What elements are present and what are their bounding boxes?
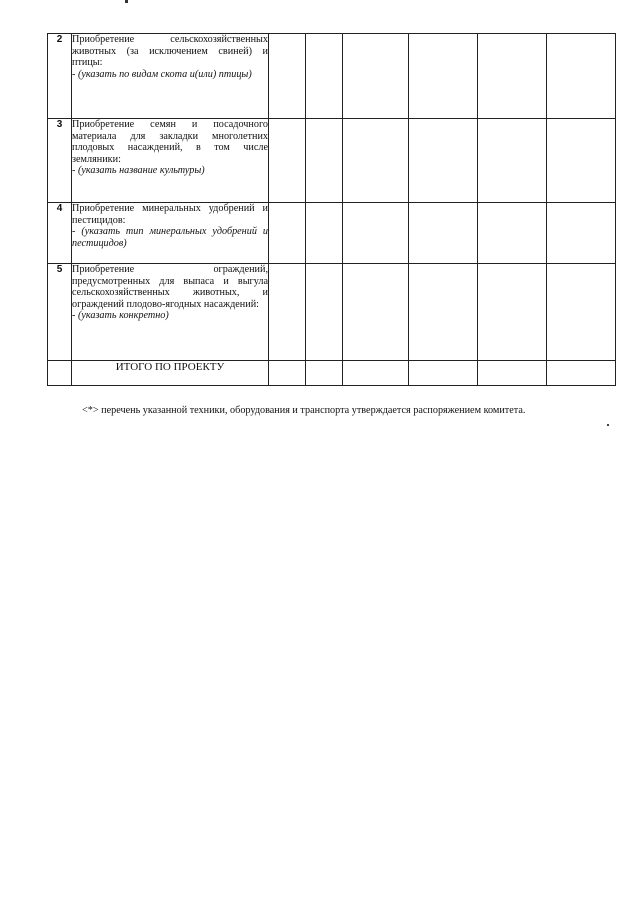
row-number: 2 bbox=[48, 34, 72, 119]
table-cell bbox=[547, 203, 616, 264]
row-note: - (указать конкретно) bbox=[72, 310, 169, 322]
table-cell bbox=[269, 34, 306, 119]
table-cell bbox=[306, 361, 343, 386]
scan-speck bbox=[607, 424, 609, 426]
row-description bbox=[72, 203, 269, 264]
table-cell bbox=[306, 203, 343, 264]
table-cell bbox=[478, 119, 547, 203]
row-text: Приобретение ограждений, предусмотренных для выпаса и выгула сельскохозяйственных животных, и ограждений плодово-ягодных насаждений: bbox=[72, 264, 268, 310]
row-number: 3 bbox=[48, 119, 72, 203]
table-cell bbox=[269, 119, 306, 203]
table-cell bbox=[343, 203, 409, 264]
table-cell bbox=[478, 34, 547, 119]
table-cell bbox=[409, 361, 478, 386]
scan-mark bbox=[125, 0, 128, 3]
row-number: 5 bbox=[48, 264, 72, 361]
table-row bbox=[48, 203, 616, 264]
total-label: ИТОГО ПО ПРОЕКТУ bbox=[72, 361, 269, 386]
table-cell bbox=[547, 119, 616, 203]
row-text: Приобретение сельскохозяйственных животных (за исключением свиней) и птицы: bbox=[72, 34, 268, 69]
table-cell bbox=[547, 34, 616, 119]
project-cost-table bbox=[47, 33, 616, 386]
table-cell bbox=[269, 203, 306, 264]
table-cell bbox=[343, 119, 409, 203]
table-cell bbox=[343, 264, 409, 361]
table-cell bbox=[306, 119, 343, 203]
table-cell bbox=[547, 361, 616, 386]
table-row bbox=[48, 34, 616, 119]
row-note: - (указать тип минеральных удобрений и пестицидов) bbox=[72, 226, 268, 249]
row-description bbox=[72, 264, 269, 361]
table-cell bbox=[343, 361, 409, 386]
table-cell bbox=[306, 264, 343, 361]
table-cell bbox=[409, 119, 478, 203]
footnote: <*> перечень указанной техники, оборудования и транспорта утверждается распоряжением комитета. bbox=[82, 405, 526, 416]
table-cell bbox=[269, 361, 306, 386]
row-text: Приобретение минеральных удобрений и пестицидов: bbox=[72, 203, 268, 226]
table-cell bbox=[478, 264, 547, 361]
row-note: - (указать название культуры) bbox=[72, 165, 205, 177]
table-row bbox=[48, 264, 616, 361]
table-cell bbox=[306, 34, 343, 119]
total-row bbox=[48, 361, 616, 386]
table-row bbox=[48, 119, 616, 203]
table-cell bbox=[409, 264, 478, 361]
table-cell bbox=[409, 34, 478, 119]
row-note: - (указать по видам скота и(или) птицы) bbox=[72, 68, 252, 80]
table-cell bbox=[48, 361, 72, 386]
table-cell bbox=[343, 34, 409, 119]
table-cell bbox=[409, 203, 478, 264]
table-cell bbox=[269, 264, 306, 361]
row-description bbox=[72, 119, 269, 203]
table-cell bbox=[547, 264, 616, 361]
table-cell bbox=[478, 203, 547, 264]
row-description bbox=[72, 34, 269, 119]
row-number: 4 bbox=[48, 203, 72, 264]
row-text: Приобретение семян и посадочного материала для закладки многолетних плодовых насаждений, в том числе земляники: bbox=[72, 119, 268, 165]
table-cell bbox=[478, 361, 547, 386]
